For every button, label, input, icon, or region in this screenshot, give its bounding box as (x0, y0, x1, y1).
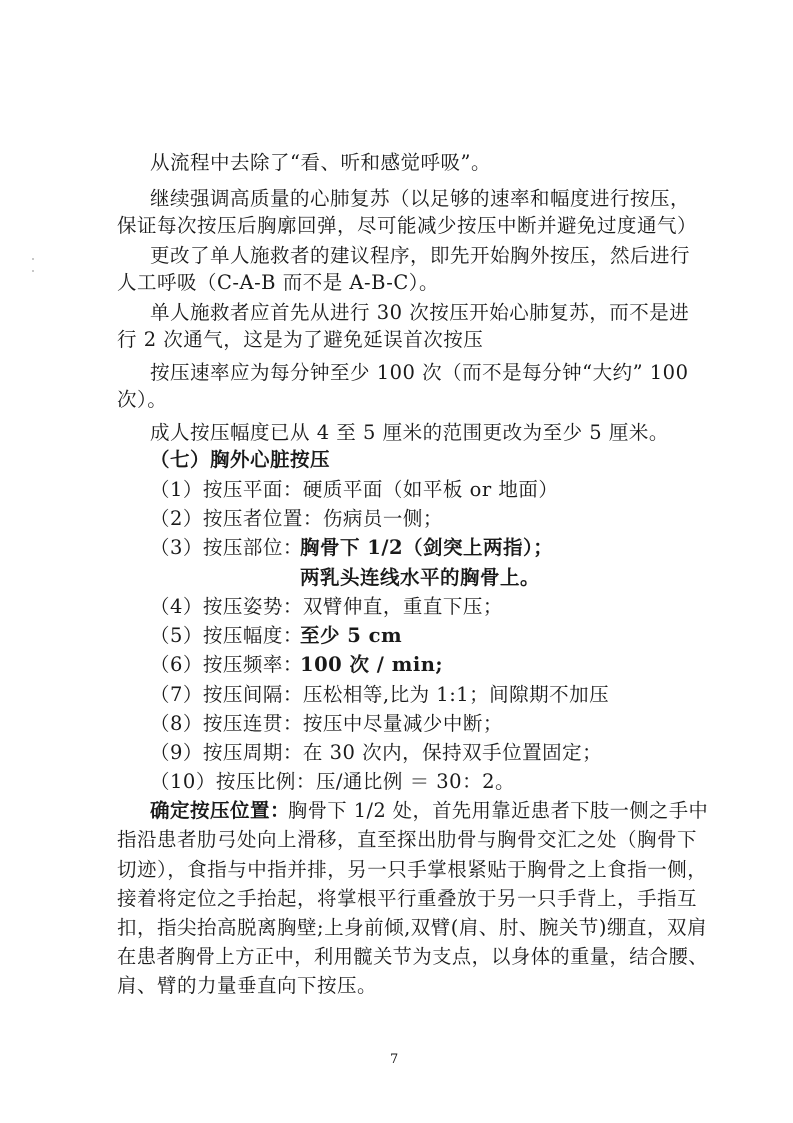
paragraph-line: 次）。 (117, 388, 168, 411)
list-item: （2）按压者位置：伤病员一侧； (150, 507, 443, 530)
list-item: （1）按压平面：硬质平面（如平板 or 地面） (150, 478, 559, 501)
paragraph-line: 保证每次按压后胸廓回弹，尽可能减少按压中断并避免过度通气） (117, 214, 698, 237)
margin-mark (32, 258, 34, 260)
positioning-label: 确定按压位置： (150, 799, 291, 822)
paragraph-line: 成人按压幅度已从 4 至 5 厘米的范围更改为至少 5 厘米。 (150, 421, 669, 444)
positioning-line: 在患者胸骨上方正中，利用髋关节为支点，以身体的重量，结合腰、 (117, 945, 709, 968)
paragraph-line: 行 2 次通气，这是为了避免延误首次按压 (117, 328, 484, 351)
positioning-line: 切迹），食指与中指并排，另一只手掌根紧贴于胸骨之上食指一侧， (117, 858, 708, 881)
positioning-line: 肩、臂的力量垂直向下按压。 (117, 974, 378, 997)
list-item-label: （6）按压频率： (150, 653, 303, 676)
list-item-value: 两乳头连线水平的胸骨上。 (300, 566, 541, 589)
list-item-value: 100 次 / min; (300, 653, 444, 676)
positioning-line: 扣，指尖抬高脱离胸壁;上身前倾,双臂(肩、肘、腕关节)绷直，双肩 (117, 916, 707, 939)
margin-mark (32, 270, 34, 272)
paragraph-line: 继续强调高质量的心肺复苏（以足够的速率和幅度进行按压， (150, 187, 691, 210)
page-number: 7 (390, 1052, 399, 1067)
list-item: （9）按压周期：在 30 次内，保持双手位置固定； (150, 741, 603, 764)
list-item: （4）按压姿势：双臂伸直，重直下压； (150, 595, 503, 618)
list-item: （7）按压间隔：压松相等,比为 1:1；间隙期不加压 (150, 683, 610, 706)
paragraph-line: 更改了单人施救者的建议程序，即先开始胸外按压，然后进行 (150, 244, 691, 267)
list-item: （8）按压连贯：按压中尽量减少中断； (150, 712, 503, 735)
positioning-line: 指沿患者肋弓处向上滑移，直至探出肋骨与胸骨交汇之处（胸骨下 (117, 828, 698, 851)
list-item-label: （3）按压部位： (150, 536, 303, 559)
paragraph-line: 按压速率应为每分钟至少 100 次（而不是每分钟“大约” 100 (150, 361, 689, 384)
list-item-label: （5）按压幅度： (150, 624, 303, 647)
paragraph-line: 人工呼吸（C-A-B 而不是 A-B-C）。 (117, 271, 440, 294)
section-heading: （七）胸外心脏按压 (150, 448, 331, 471)
positioning-line: 接着将定位之手抬起，将掌根平行重叠放于另一只手背上，手指互 (117, 887, 698, 910)
list-item-value: 胸骨下 1/2（剑突上两指）； (300, 536, 554, 559)
paragraph-line: 单人施救者应首先从进行 30 次按压开始心肺复苏，而不是进 (150, 301, 690, 324)
paragraph-line: 从流程中去除了“看、听和感觉呼吸”。 (150, 151, 491, 174)
list-item: （10）按压比例：压/通比例 ＝ 30：2。 (150, 770, 515, 793)
positioning-line: 胸骨下 1/2 处，首先用靠近患者下肢一侧之手中 (288, 799, 709, 822)
list-item-value: 至少 5 cm (300, 624, 403, 647)
